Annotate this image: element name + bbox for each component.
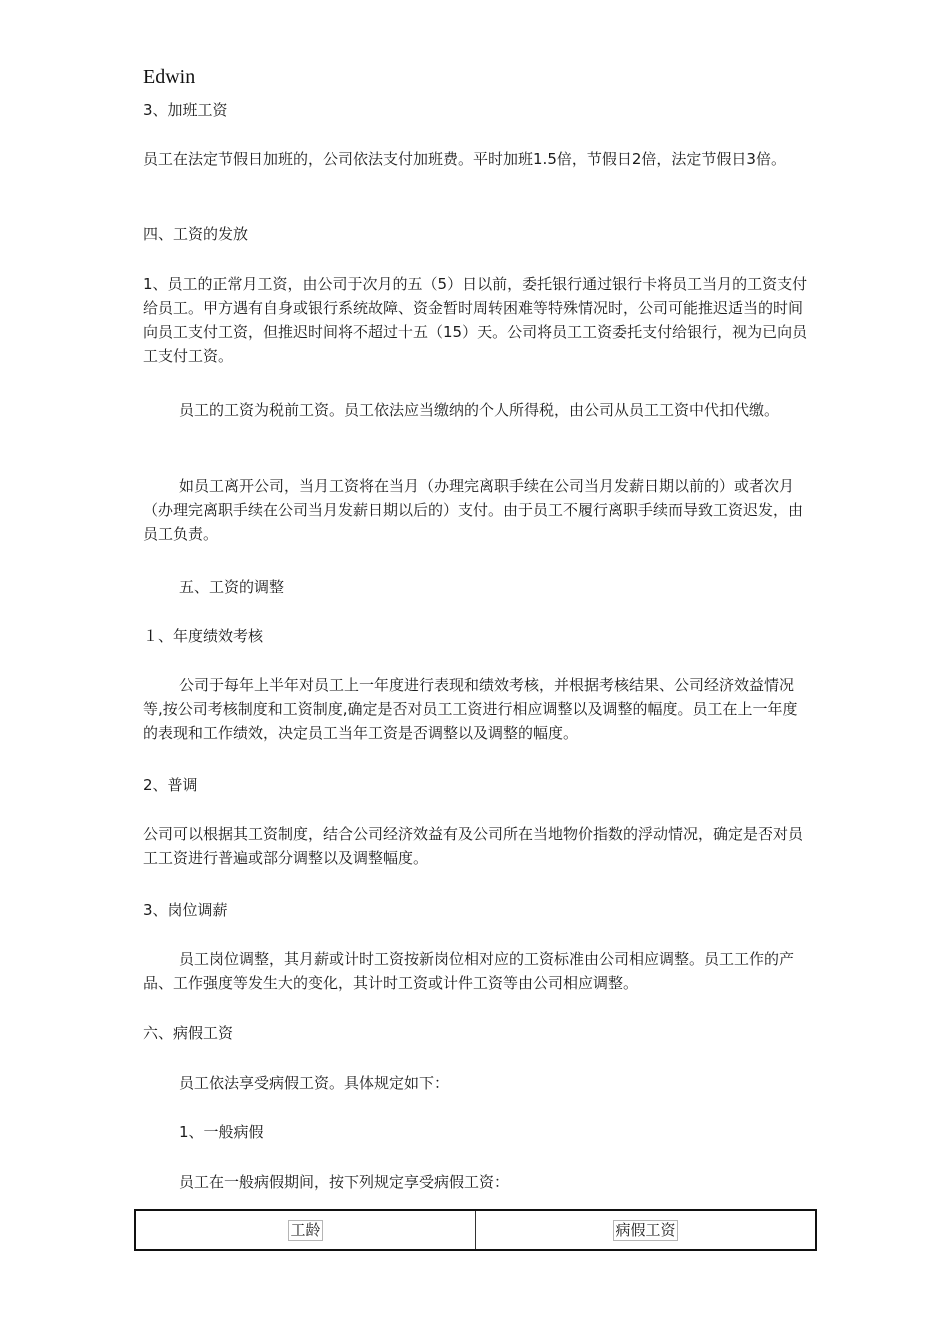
subheading-general-adjustment: 2、普调 <box>143 776 198 794</box>
paragraph-overtime: 员工在法定节假日加班的，公司依法支付加班费。平时加班1.5倍，节假日2倍，法定节假日3倍。 <box>143 150 786 168</box>
paragraph-general-sick-leave: 员工在一般病假期间，按下列规定享受病假工资： <box>179 1173 510 1191</box>
section-heading-payment: 四、工资的发放 <box>143 225 249 243</box>
paragraph-resignation: 如员工离开公司，当月工资将在当月（办理完离职手续在公司当月发薪日期以前的）或者次月（办理完离职手续在公司当月发薪日期以后的）支付。由于员工不履行离职手续而导致工资迟发，由员工负责。 <box>143 477 804 543</box>
paragraph-pretax: 员工的工资为税前工资。员工依法应当缴纳的个人所得税，由公司从员工工资中代扣代缴。 <box>179 401 780 419</box>
section-heading-sick-pay: 六、病假工资 <box>143 1024 234 1042</box>
table-header-seniority: 工龄 <box>290 1220 321 1239</box>
paragraph-payment-schedule: 1、员工的正常月工资，由公司于次月的五（5）日以前，委托银行通过银行卡将员工当月的工资支付给员工。甲方遇有自身或银行系统故障、资金暂时周转困难等特殊情况时，公司可能推迟适当的时间向员工支付工资，但推迟时间将不超过十五（15）天。公司将员工工资委托支付给银行，视为已向员工支付工资。 <box>143 275 808 365</box>
section-heading-overtime: 3、加班工资 <box>143 101 228 119</box>
sick-pay-table <box>134 1209 817 1251</box>
paragraph-position-adjustment: 员工岗位调整，其月薪或计时工资按新岗位相对应的工资标准由公司相应调整。员工工作的产品、工作强度等发生大的变化，其计时工资或计件工资等由公司相应调整。 <box>143 950 795 992</box>
paragraph-general-adjustment: 公司可以根据其工资制度，结合公司经济效益有及公司所在当地物价指数的浮动情况，确定是否对员工工资进行普遍或部分调整以及调整幅度。 <box>143 825 804 867</box>
subheading-general-sick-leave: 1、一般病假 <box>179 1123 264 1141</box>
table-header-cell-sick-pay <box>475 1211 815 1249</box>
paragraph-annual-review: 公司于每年上半年对员工上一年度进行表现和绩效考核，并根据考核结果、公司经济效益情况等,按公司考核制度和工资制度,确定是否对员工工资进行相应调整以及调整的幅度。员工在上一年度的表现和工作绩效，决定员工当年工资是否调整以及调整的幅度。 <box>143 676 798 742</box>
subheading-position-adjustment: 3、岗位调薪 <box>143 901 228 919</box>
header-name: Edwin <box>143 66 196 88</box>
section-heading-adjustment: 五、工资的调整 <box>179 578 285 596</box>
paragraph-sick-pay-intro: 员工依法享受病假工资。具体规定如下： <box>179 1074 450 1092</box>
table-header-sick-pay: 病假工资 <box>615 1220 676 1239</box>
subheading-annual-review: １、年度绩效考核 <box>143 627 264 645</box>
table-header-cell-seniority <box>136 1211 475 1249</box>
